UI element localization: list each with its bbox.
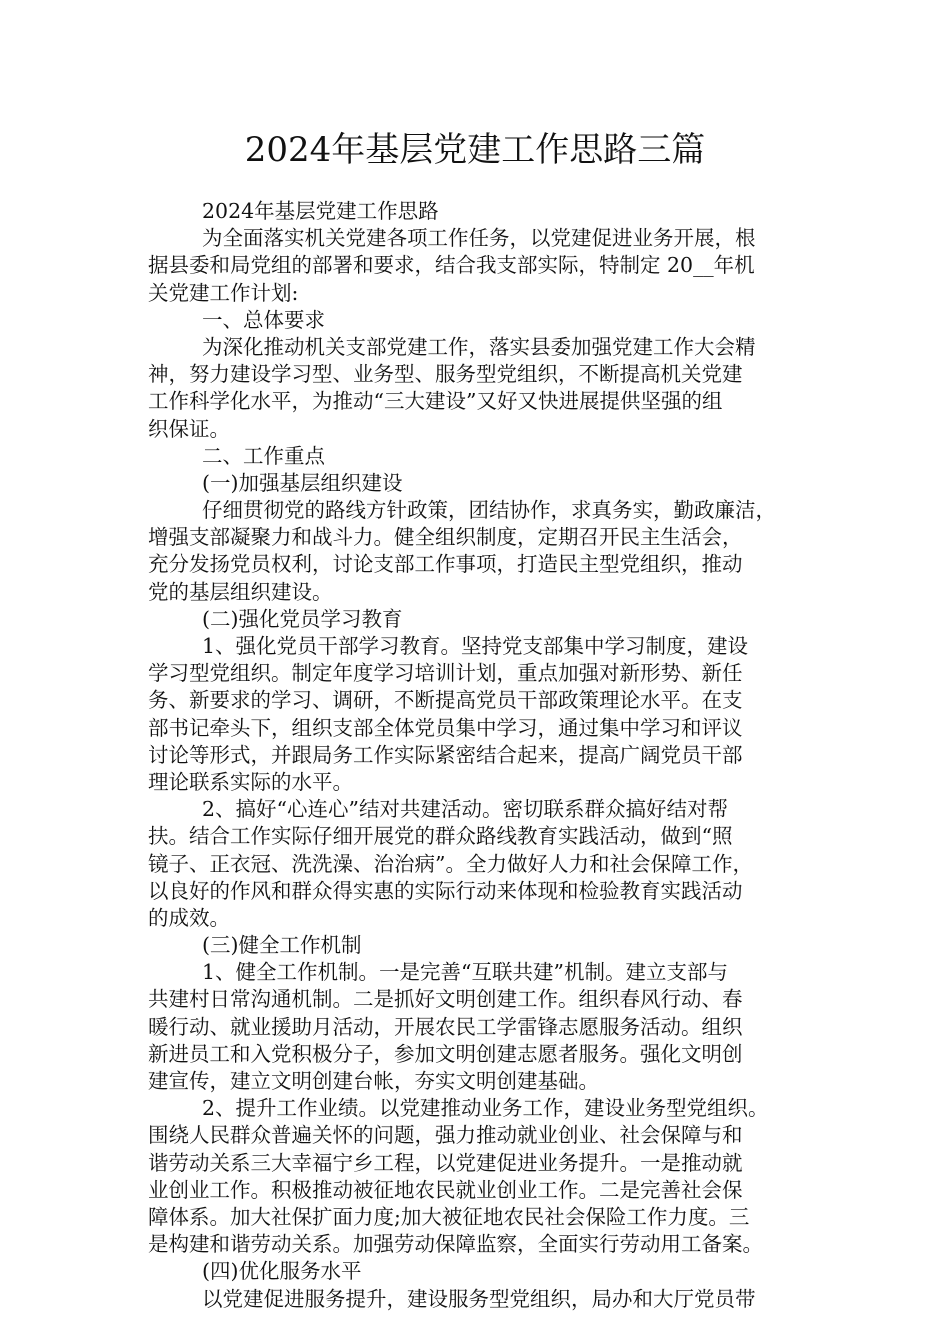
text-line: 部书记牵头下，组织支部全体党员集中学习，通过集中学习和评议 xyxy=(148,715,743,740)
text-line: 共建村日常沟通机制。二是抓好文明创建工作。组织春风行动、春 xyxy=(148,987,743,1012)
text-line: 以党建促进服务提升，建设服务型党组织，局办和大厅党员带 xyxy=(202,1286,756,1311)
text-line: 讨论等形式，并跟局务工作实际紧密结合起来，提高广阔党员干部 xyxy=(148,742,743,767)
text-line: (四)优化服务水平 xyxy=(202,1259,362,1284)
text-line: 学习型党组织。制定年度学习培训计划，重点加强对新形势、新任 xyxy=(148,661,743,686)
text-line: 二、工作重点 xyxy=(202,443,325,468)
text-line: 1、健全工作机制。一是完善“互联共建”机制。建立支部与 xyxy=(202,960,729,985)
text-line: 障体系。加大社保扩面力度;加大被征地农民社会保险工作力度。三 xyxy=(148,1204,750,1229)
text-line: 充分发扬党员权利，讨论支部工作事项，打造民主型党组织，推动 xyxy=(148,552,743,577)
text-line: 2、提升工作业绩。以党建推动业务工作，建设业务型党组织。 xyxy=(202,1096,769,1121)
text-line: 1、强化党员干部学习教育。坚持党支部集中学习制度，建设 xyxy=(202,634,749,658)
document-title: 2024年基层党建工作思路三篇 xyxy=(244,130,706,170)
text-line: 2024年基层党建工作思路 xyxy=(202,199,439,223)
text-line: 据县委和局党组的部署和要求，结合我支部实际，特制定 20__年机 xyxy=(148,253,755,278)
text-line: 为全面落实机关党建各项工作任务，以党建促进业务开展，根 xyxy=(202,226,756,251)
text-line: (二)强化党员学习教育 xyxy=(202,606,403,631)
text-line: 谐劳动关系三大幸福宁乡工程，以党建促进业务提升。一是推动就 xyxy=(148,1150,743,1175)
text-line: 增强支部凝聚力和战斗力。健全组织制度，定期召开民主生活会， xyxy=(148,525,743,550)
text-line: 工作科学化水平，为推动“三大建设”又好又快进展提供坚强的组 xyxy=(148,389,723,414)
text-line: 新进员工和入党积极分子，参加文明创建志愿者服务。强化文明创 xyxy=(148,1041,743,1066)
text-line: 以良好的作风和群众得实惠的实际行动来体现和检验教育实践活动 xyxy=(148,878,743,903)
text-line: 一、总体要求 xyxy=(202,307,325,332)
text-line: 扶。结合工作实际仔细开展党的群众路线教育实践活动，做到“照 xyxy=(148,824,733,849)
document-body xyxy=(148,198,808,1313)
text-line: 务、新要求的学习、调研，不断提高党员干部政策理论水平。在支 xyxy=(148,688,743,713)
text-line: 围绕人民群众普遍关怀的问题，强力推动就业创业、社会保障与和 xyxy=(148,1123,743,1148)
text-line: 神，努力建设学习型、业务型、服务型党组织，不断提高机关党建 xyxy=(148,362,743,387)
text-line: 是构建和谐劳动关系。加强劳动保障监察，全面实行劳动用工备案。 xyxy=(148,1232,763,1257)
text-line: 暖行动、就业援助月活动，开展农民工学雷锋志愿服务活动。组织 xyxy=(148,1014,743,1039)
text-line: (一)加强基层组织建设 xyxy=(202,470,403,495)
text-line: 业创业工作。积极推动被征地农民就业创业工作。二是完善社会保 xyxy=(148,1177,743,1202)
text-line: 建宣传，建立文明创建台帐，夯实文明创建基础。 xyxy=(148,1069,599,1093)
text-line: 织保证。 xyxy=(148,416,230,441)
text-line: 理论联系实际的水平。 xyxy=(148,769,353,794)
text-line: 仔细贯彻党的路线方针政策，团结协作，求真务实，勤政廉洁， xyxy=(202,498,776,523)
text-line: 镜子、正衣冠、洗洗澡、治治病”。全力做好人力和社会保障工作， xyxy=(148,851,753,876)
text-line: 党的基层组织建设。 xyxy=(148,579,333,604)
text-line: (三)健全工作机制 xyxy=(202,933,362,958)
text-line: 为深化推动机关支部党建工作，落实县委加强党建工作大会精 xyxy=(202,334,756,359)
text-line: 的成效。 xyxy=(148,905,230,930)
text-line: 2、搞好“心连心”结对共建活动。密切联系群众搞好结对帮 xyxy=(202,797,729,822)
text-line: 关党建工作计划: xyxy=(148,280,299,305)
